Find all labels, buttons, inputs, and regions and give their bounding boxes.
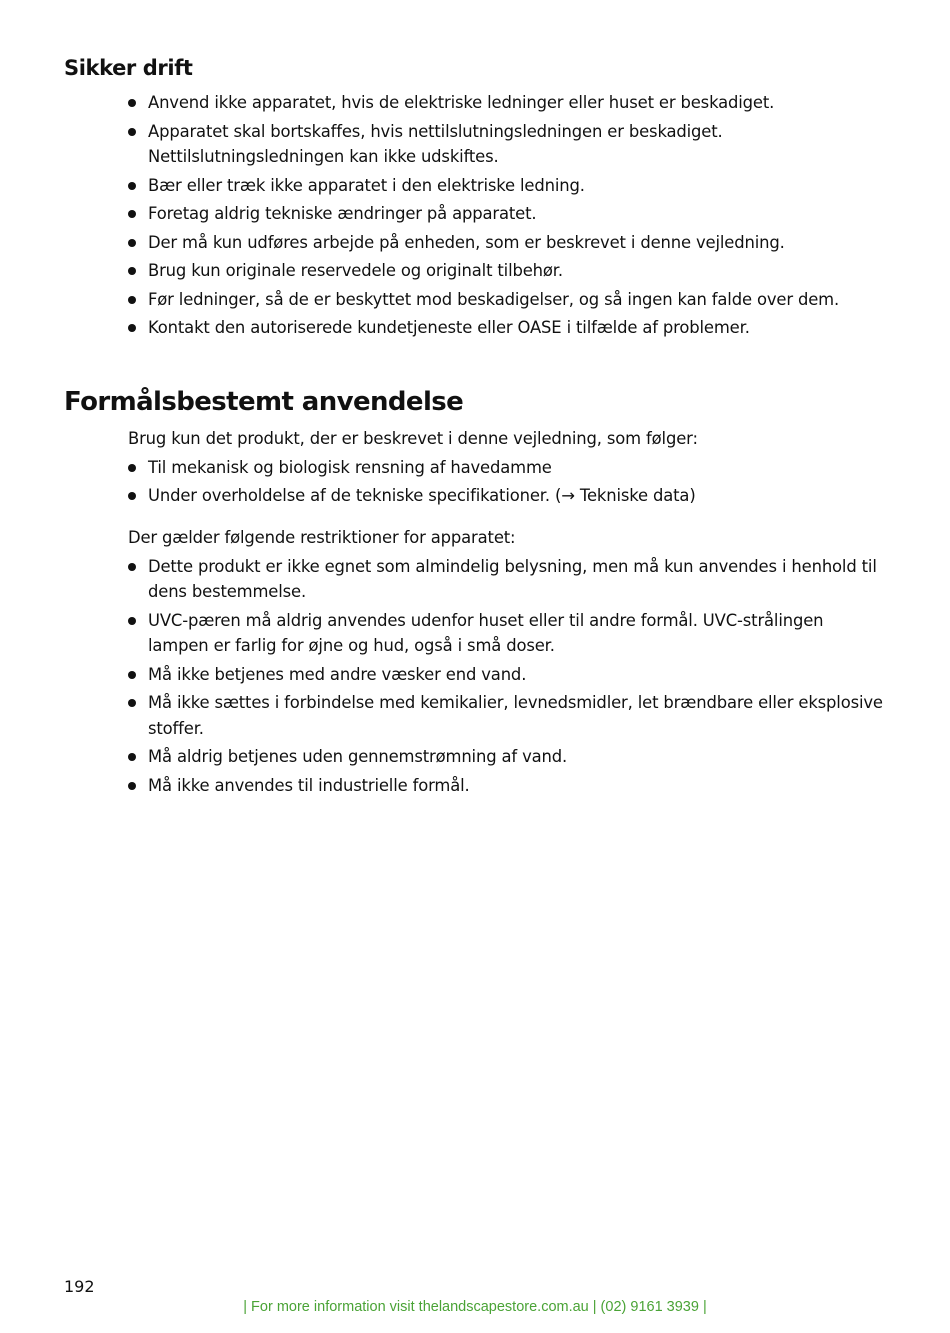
list-item-text: Må ikke betjenes med andre væsker end vand. bbox=[148, 664, 527, 684]
list-item-text: Til mekanisk og biologisk rensning af havedamme bbox=[148, 457, 552, 477]
list-item bbox=[128, 608, 888, 659]
list-item-text: Foretag aldrig tekniske ændringer på apparatet. bbox=[148, 204, 537, 223]
bullet-icon bbox=[128, 699, 136, 707]
list-item bbox=[128, 744, 888, 770]
list-item-text: Anvend ikke apparatet, hvis de elektriske ledninger eller huset er beskadiget. bbox=[148, 93, 775, 112]
intended-use-section bbox=[128, 426, 888, 512]
list-item bbox=[128, 483, 888, 509]
bullet-icon bbox=[128, 324, 136, 332]
bullet-icon bbox=[128, 182, 136, 190]
list-item bbox=[128, 315, 888, 341]
list-item-text: Må ikke anvendes til industrielle formål. bbox=[148, 775, 470, 795]
list-item bbox=[128, 554, 888, 605]
bullet-icon bbox=[128, 128, 136, 136]
list-item bbox=[128, 173, 888, 199]
restrictions-section bbox=[128, 525, 888, 801]
bullet-icon bbox=[128, 782, 136, 790]
list-item bbox=[128, 119, 888, 170]
list-item-text: UVC-pæren må aldrig anvendes udenfor huset eller til andre formål. UVC-strålingen lampen er farlig for øjne og hud, også i små doser. bbox=[148, 610, 824, 655]
list-item-text: Der må kun udføres arbejde på enheden, som er beskrevet i denne vejledning. bbox=[148, 232, 785, 252]
list-item bbox=[128, 690, 888, 741]
bullet-icon bbox=[128, 210, 136, 218]
page-number: 192 bbox=[64, 1277, 95, 1296]
bullet-icon bbox=[128, 563, 136, 571]
list-item-text: Apparatet skal bortskaffes, hvis nettilslutningsledningen er beskadiget. Nettilslutningsledningen kan ikke udskiftes. bbox=[148, 121, 723, 166]
list-item bbox=[128, 773, 888, 799]
list-item bbox=[128, 230, 888, 256]
list-item-text: Under overholdelse af de tekniske specifikationer. (→ Tekniske data) bbox=[148, 486, 696, 505]
list-item-text: Dette produkt er ikke egnet som almindelig belysning, men må kun anvendes i henhold til dens bestemmelse. bbox=[148, 556, 877, 601]
list-item-text: Bær eller træk ikke apparatet i den elektriske ledning. bbox=[148, 175, 585, 195]
intended-use-list bbox=[128, 455, 888, 509]
restrictions-intro: Der gælder følgende restriktioner for apparatet: bbox=[128, 528, 516, 547]
list-item-text: Kontakt den autoriserede kundetjeneste eller OASE i tilfælde af problemer. bbox=[148, 318, 750, 337]
list-item bbox=[128, 662, 888, 688]
bullet-icon bbox=[128, 296, 136, 304]
section-title-intended-use: Formålsbestemt anvendelse bbox=[64, 387, 464, 417]
list-item bbox=[128, 258, 888, 284]
footer-contact-info[interactable]: | For more information visit thelandscapestore.com.au | (02) 9161 3939 | bbox=[243, 1299, 707, 1315]
list-item-text: Må ikke sættes i forbindelse med kemikalier, levnedsmidler, let brændbare eller eksplosive stoffer. bbox=[148, 693, 883, 738]
bullet-icon bbox=[128, 267, 136, 275]
bullet-icon bbox=[128, 492, 136, 500]
safe-operation-list bbox=[128, 90, 888, 341]
list-item bbox=[128, 287, 888, 313]
bullet-icon bbox=[128, 464, 136, 472]
list-item-text: Brug kun originale reservedele og originalt tilbehør. bbox=[148, 261, 563, 280]
bullet-icon bbox=[128, 671, 136, 679]
list-item bbox=[128, 201, 888, 227]
list-item-text: Må aldrig betjenes uden gennemstrømning af vand. bbox=[148, 747, 568, 766]
intended-use-intro: Brug kun det produkt, der er beskrevet i denne vejledning, som følger: bbox=[128, 429, 698, 448]
list-item-text: Før ledninger, så de er beskyttet mod beskadigelser, og så ingen kan falde over dem. bbox=[148, 289, 840, 309]
list-item bbox=[128, 90, 888, 116]
list-item bbox=[128, 455, 888, 481]
bullet-icon bbox=[128, 617, 136, 625]
bullet-icon bbox=[128, 239, 136, 247]
section-title-safe-operation: Sikker drift bbox=[64, 56, 193, 80]
bullet-icon bbox=[128, 753, 136, 761]
bullet-icon bbox=[128, 99, 136, 107]
safe-operation-section bbox=[128, 90, 888, 344]
restrictions-list bbox=[128, 554, 888, 799]
